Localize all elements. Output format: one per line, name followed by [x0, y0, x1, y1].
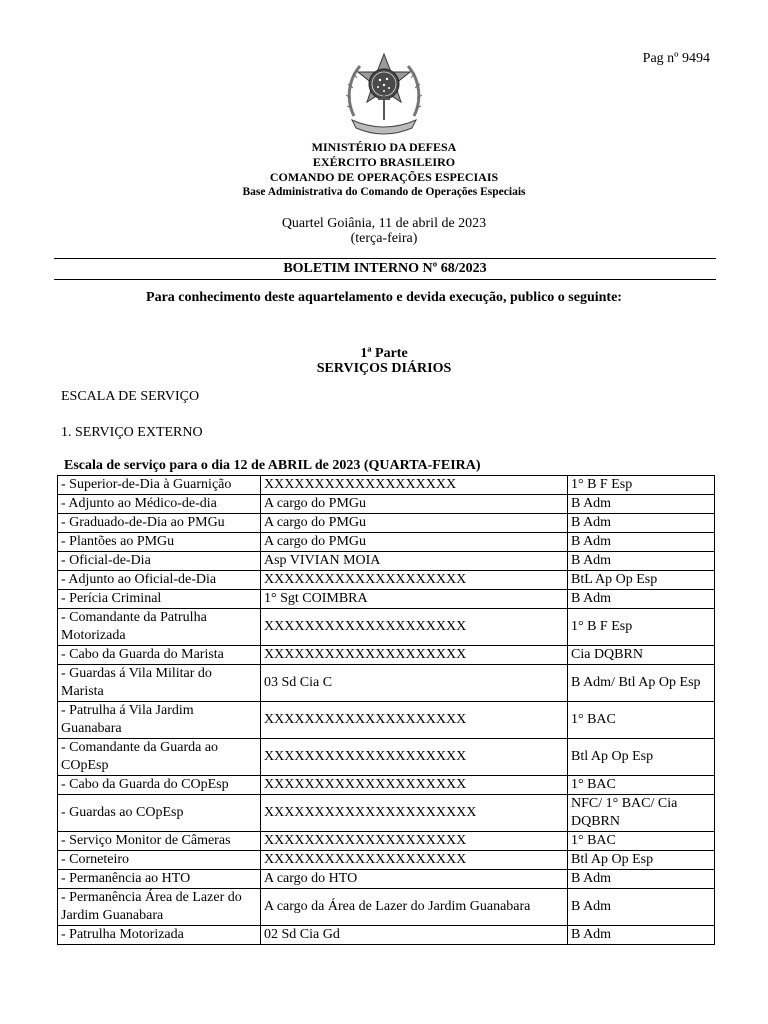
assignee-cell: XXXXXXXXXXXXXXXXXXXX — [261, 832, 568, 851]
army-name: EXÉRCITO BRASILEIRO — [312, 155, 456, 169]
table-row — [58, 702, 715, 739]
unit-cell: 1° BAC — [568, 776, 715, 795]
page-number: Pag nº 9494 — [642, 51, 710, 66]
dateline — [0, 216, 768, 246]
part-title: SERVIÇOS DIÁRIOS — [316, 361, 452, 376]
table-row — [58, 609, 715, 646]
assignee-cell: XXXXXXXXXXXXXXXXXXXX — [261, 646, 568, 665]
unit-cell: B Adm/ Btl Ap Op Esp — [568, 665, 715, 702]
assignee-cell: XXXXXXXXXXXXXXXXXXXX — [261, 739, 568, 776]
assignee-cell: A cargo do HTO — [261, 870, 568, 889]
duty-post-cell: - Cabo da Guarda do Marista — [58, 646, 261, 665]
assignee-cell: 03 Sd Cia C — [261, 665, 568, 702]
place-date: Quartel Goiânia, 11 de abril de 2023 — [281, 216, 487, 231]
duty-roster-table — [57, 475, 715, 945]
assignee-cell: XXXXXXXXXXXXXXXXXXXX — [261, 702, 568, 739]
unit-cell: BtL Ap Op Esp — [568, 571, 715, 590]
unit-cell: B Adm — [568, 552, 715, 571]
table-row — [58, 889, 715, 926]
assignee-cell: XXXXXXXXXXXXXXXXXXXX — [261, 851, 568, 870]
unit-cell: B Adm — [568, 926, 715, 945]
unit-cell: B Adm — [568, 590, 715, 609]
table-row — [58, 795, 715, 832]
duty-post-cell: - Comandante da Guarda ao COpEsp — [58, 739, 261, 776]
table-row — [58, 590, 715, 609]
scale-label: Escala de serviço para o dia 12 de ABRIL de 2023 (QUARTA-FEIRA) — [64, 458, 481, 473]
table-row — [58, 476, 715, 495]
duty-post-cell: - Oficial-de-Dia — [58, 552, 261, 571]
duty-post-cell: - Permanência ao HTO — [58, 870, 261, 889]
table-row — [58, 665, 715, 702]
assignee-cell: XXXXXXXXXXXXXXXXXXXXX — [261, 795, 568, 832]
duty-post-cell: - Perícia Criminal — [58, 590, 261, 609]
table-row — [58, 832, 715, 851]
intro-text: Para conhecimento deste aquartelamento e devida execução, publico o seguinte: — [146, 290, 622, 305]
assignee-cell: A cargo do PMGu — [261, 514, 568, 533]
unit-cell: Btl Ap Op Esp — [568, 851, 715, 870]
unit-cell: NFC/ 1° BAC/ Cia DQBRN — [568, 795, 715, 832]
bulletin-title: BOLETIM INTERNO Nº 68/2023 — [54, 258, 716, 280]
duty-post-cell: - Plantões ao PMGu — [58, 533, 261, 552]
duty-post-cell: - Serviço Monitor de Câmeras — [58, 832, 261, 851]
assignee-cell: A cargo do PMGu — [261, 495, 568, 514]
duty-post-cell: - Adjunto ao Médico-de-dia — [58, 495, 261, 514]
ministry-name: MINISTÉRIO DA DEFESA — [311, 140, 457, 154]
table-row — [58, 851, 715, 870]
duty-post-cell: - Permanência Área de Lazer do Jardim Guanabara — [58, 889, 261, 926]
section-heading: ESCALA DE SERVIÇO — [61, 389, 200, 404]
base-name: Base Administrativa do Comando de Operações Especiais — [242, 186, 526, 198]
duty-post-cell: - Adjunto ao Oficial-de-Dia — [58, 571, 261, 590]
table-row — [58, 870, 715, 889]
unit-cell: B Adm — [568, 533, 715, 552]
table-row — [58, 646, 715, 665]
unit-cell: B Adm — [568, 889, 715, 926]
table-row — [58, 571, 715, 590]
institution-header — [0, 140, 768, 200]
unit-cell: 1° BAC — [568, 702, 715, 739]
table-row — [58, 533, 715, 552]
duty-post-cell: - Patrulha á Vila Jardim Guanabara — [58, 702, 261, 739]
assignee-cell: 1° Sgt COIMBRA — [261, 590, 568, 609]
table-row — [58, 739, 715, 776]
duty-post-cell: - Corneteiro — [58, 851, 261, 870]
duty-post-cell: - Guardas á Vila Militar do Marista — [58, 665, 261, 702]
table-row — [58, 552, 715, 571]
unit-cell: 1° B F Esp — [568, 609, 715, 646]
part-number: 1ª Parte — [360, 346, 408, 361]
table-row — [58, 926, 715, 945]
assignee-cell: XXXXXXXXXXXXXXXXXXXX — [261, 609, 568, 646]
assignee-cell: XXXXXXXXXXXXXXXXXXXX — [261, 776, 568, 795]
unit-cell: 1° B F Esp — [568, 476, 715, 495]
duty-post-cell: - Comandante da Patrulha Motorizada — [58, 609, 261, 646]
assignee-cell: A cargo do PMGu — [261, 533, 568, 552]
subsection-heading: 1. SERVIÇO EXTERNO — [61, 425, 203, 440]
unit-cell: Btl Ap Op Esp — [568, 739, 715, 776]
unit-cell: B Adm — [568, 514, 715, 533]
assignee-cell: Asp VIVIAN MOIA — [261, 552, 568, 571]
duty-post-cell: - Cabo da Guarda do COpEsp — [58, 776, 261, 795]
unit-cell: 1° BAC — [568, 832, 715, 851]
table-row — [58, 495, 715, 514]
assignee-cell: 02 Sd Cia Gd — [261, 926, 568, 945]
assignee-cell: XXXXXXXXXXXXXXXXXXXX — [261, 571, 568, 590]
unit-cell: Cia DQBRN — [568, 646, 715, 665]
weekday: (terça-feira) — [350, 231, 418, 246]
duty-post-cell: - Guardas ao COpEsp — [58, 795, 261, 832]
assignee-cell: A cargo da Área de Lazer do Jardim Guanabara — [261, 889, 568, 926]
unit-cell: B Adm — [568, 870, 715, 889]
duty-post-cell: - Superior-de-Dia à Guarnição — [58, 476, 261, 495]
duty-post-cell: - Patrulha Motorizada — [58, 926, 261, 945]
part-heading — [0, 346, 768, 376]
brazil-coat-of-arms-icon — [340, 50, 428, 138]
duty-post-cell: - Graduado-de-Dia ao PMGu — [58, 514, 261, 533]
table-row — [58, 776, 715, 795]
assignee-cell: XXXXXXXXXXXXXXXXXXX — [261, 476, 568, 495]
table-row — [58, 514, 715, 533]
command-name: COMANDO DE OPERAÇÕES ESPECIAIS — [269, 170, 499, 184]
unit-cell: B Adm — [568, 495, 715, 514]
